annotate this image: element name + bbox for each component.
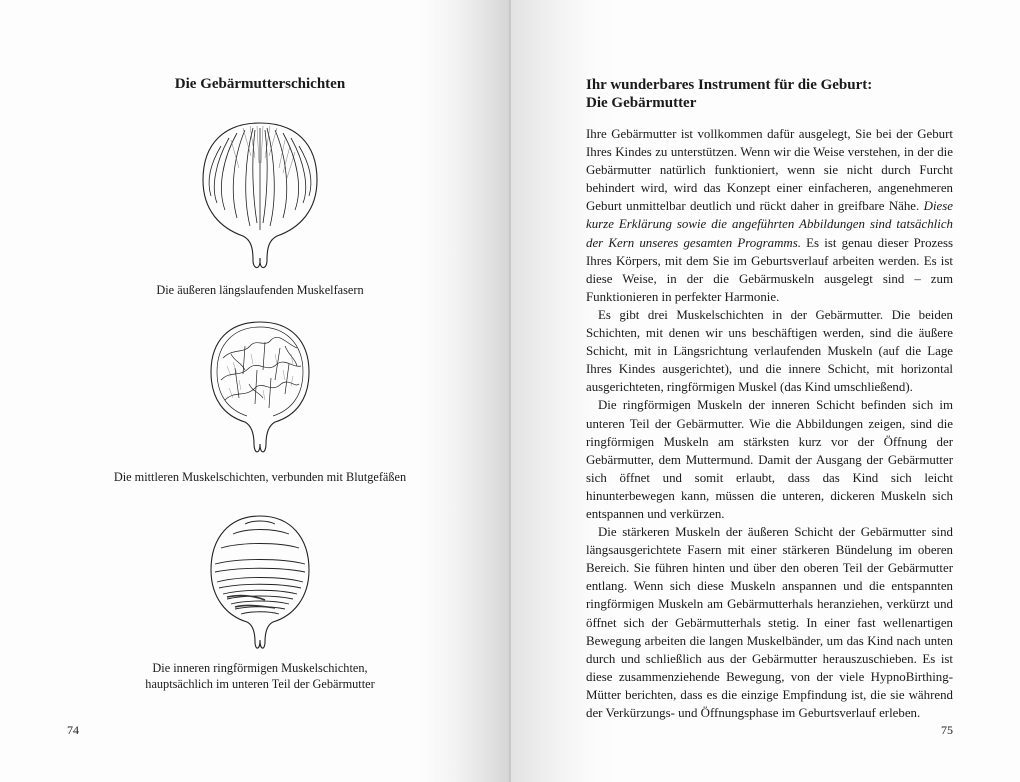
figure-caption xyxy=(60,282,460,298)
paragraph xyxy=(586,125,953,306)
page-number-left: 74 xyxy=(67,723,79,737)
caption-line: Die inneren ringförmigen Muskelschichten, xyxy=(152,661,368,675)
italic-emphasis: Diese kurze Erklärung sowie die angeführten Abbildungen sind tatsächlich der Kern unseres gesamten Programms. xyxy=(586,199,953,250)
chapter-title-line: Ihr wunderbares Instrument für die Geburt: xyxy=(586,77,873,93)
uterus-outer-layer-illustration xyxy=(185,118,335,273)
caption-line: Die mittleren Muskelschichten, verbunden mit Blutgefäßen xyxy=(113,470,407,484)
paragraph: Die ringförmigen Muskeln der inneren Schicht befinden sich im unteren Teil der Gebärmutter. Wie die Abbildungen zeigen, sind die ringförmigen Muskeln am stärksten kurz vor der Öffnung der Gebärmutter, dem Muttermund. Damit der Ausgang der Gebärmutter sich öffnet und somit erlaubt, dass das Kind sich leicht hinunterbewegen kann, müssen die unteren, dickeren Muskeln sich entspannen und verkürzen. xyxy=(586,398,953,521)
figure-caption xyxy=(60,660,460,692)
paragraph: Die stärkeren Muskeln der äußeren Schicht der Gebärmutter sind längsausgerichtete Fasern mit einer stärkeren Bündelung im oberen Bereich. Sie führen hinten und über den oberen Teil der Gebärmutter entlang. Wenn sich diese Muskeln anspannen und die entspannten ringförmigen Muskeln am Gebärmutterhals heranziehen, verkürzt und öffnet sich der Gebärmutterhals stetig. In einer fast wellenartigen Bewegung arbeiten die langen Muskelbänder, um das Kind nach unten durch und schließlich aus der Gebärmutter herauszuschieben. Es ist diese zusammenziehende Bewegung, von der viele HypnoBirthing-Mütter berichten, dass es die einzige Empfindung ist, die sie während der Verkürzungs- und Öffnungsphase im Geburtsverlauf erleben. xyxy=(586,525,953,720)
paragraph-text: Es ist genau dieser Prozess Ihres Körpers, mit dem Sie im Geburtsverlauf arbeiten werden. Es ist diese Weise, in der die Gebärmuskeln ausgelegt sind – zum Funktionieren in perfekter Harmonie. xyxy=(586,235,953,304)
page-number-right: 75 xyxy=(941,723,953,737)
book-spine xyxy=(509,0,511,782)
caption-line: hauptsächlich im unteren Teil der Gebärmutter xyxy=(145,677,375,691)
body-text xyxy=(586,125,953,722)
paragraph: Es gibt drei Muskelschichten in der Gebärmutter. Die beiden Schichten, mit denen wir uns beschäftigen werden, sind die äußere Schicht, mit in Längsrichtung verlaufenden Muskeln (auf die Lage Ihres Kindes ausgerichtet), und die innere Schicht, mit horizontal ausgerichteten, ringförmigen Muskel (das Kind umschließend). xyxy=(586,307,953,395)
right-page xyxy=(510,0,1020,782)
chapter-title-line: Die Gebärmutter xyxy=(586,95,697,111)
chapter-title xyxy=(586,76,966,112)
paragraph-text: Ihre Gebärmutter ist vollkommen dafür ausgelegt, Sie bei der Geburt Ihres Kindes zu unterstützen. Wenn wir die Weise verstehen, in der die Gebärmutter natürlich funktioniert, wenn sie nicht durch Furcht behindert wird, wird das Konzept einer einfacheren, angenehmeren Geburt unmittelbar deutlich und rückt daher in greifbare Nähe. xyxy=(586,127,953,214)
uterus-inner-layer-illustration xyxy=(185,512,335,652)
uterus-middle-layer-illustration xyxy=(185,318,335,458)
figure-page-title: Die Gebärmutterschichten xyxy=(174,76,346,92)
figure-caption xyxy=(60,469,460,485)
caption-line: Die äußeren längslaufenden Muskelfasern xyxy=(156,283,364,297)
